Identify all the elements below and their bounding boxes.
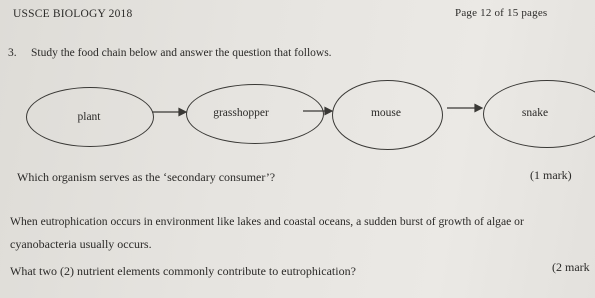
food-chain-label-snake: snake (521, 107, 549, 119)
eutrophication-intro-line1: When eutrophication occurs in environment like lakes and coastal oceans, a sudden burst of growth of algae or (10, 215, 524, 228)
marks-label-q3: (1 mark) (530, 168, 572, 182)
food-chain-label-mouse: mouse (370, 107, 402, 119)
marks-label-eutrophication: (2 mark (552, 260, 590, 274)
question-number: 3. (8, 47, 17, 59)
food-chain-label-plant: plant (77, 111, 101, 123)
page-indicator: Page 12 of 15 pages (455, 7, 548, 19)
food-chain-label-grasshopper: grasshopper (213, 107, 269, 119)
arrowhead-mouse-to-snake (475, 105, 482, 112)
eutrophication-prompt: What two (2) nutrient elements commonly contribute to eutrophication? (10, 264, 356, 278)
question-prompt-secondary-consumer: Which organism serves as the ‘secondary consumer’? (17, 170, 276, 184)
exam-title: USSCE BIOLOGY 2018 (13, 8, 133, 20)
arrowhead-grasshopper-to-mouse (325, 108, 332, 115)
question-instruction: Study the food chain below and answer the question that follows. (31, 47, 332, 59)
arrowhead-plant-to-grasshopper (179, 109, 186, 116)
eutrophication-intro-line2: cyanobacteria usually occurs. (10, 237, 152, 251)
